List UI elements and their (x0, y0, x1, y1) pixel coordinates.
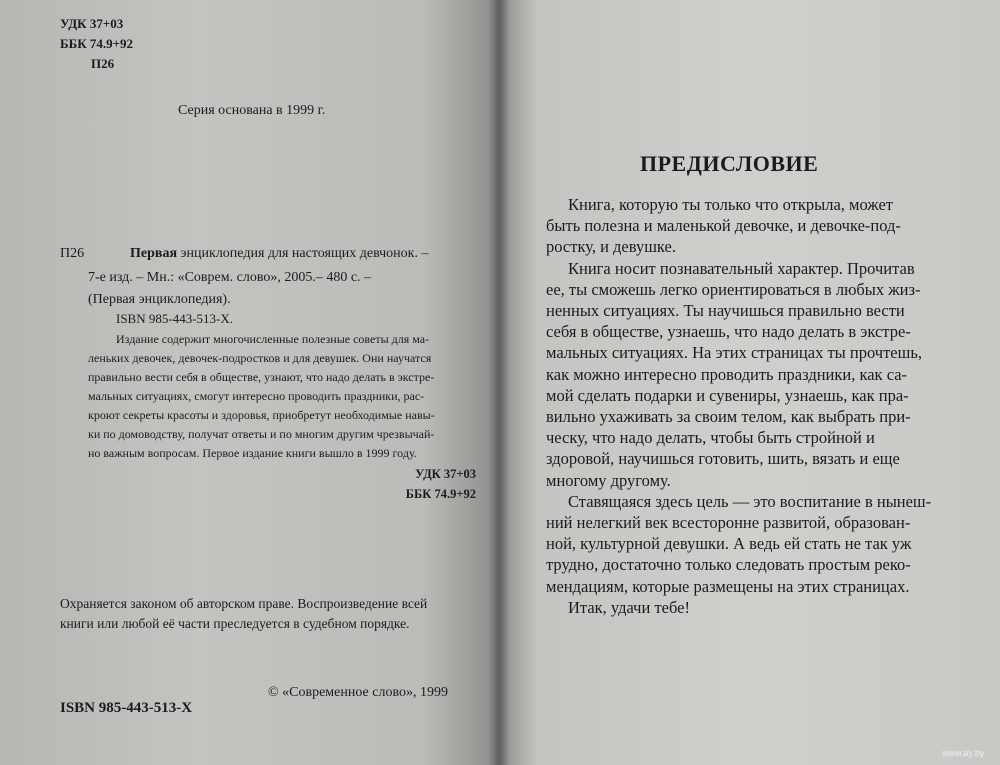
preface-line: трудно, достаточно только следовать простым реко- (546, 555, 911, 575)
preface-line: Итак, удачи тебе! (568, 597, 690, 617)
abstract-udk: УДК 37+03 (415, 467, 476, 481)
abstract-line: правильно вести себя в обществе, узнают, что надо делать в экстре- (88, 370, 435, 384)
catalog-title-bold: Первая (130, 246, 178, 261)
series-note: Серия основана в 1999 г. (178, 103, 326, 118)
copyright-notice (60, 594, 490, 634)
bbk-code: ББК 74.9+92 (60, 36, 134, 51)
preface-line: мой сделать подарки и сувениры, узнаешь, как пра- (546, 385, 909, 405)
abstract-line: но важным вопросам. Первое издание книги вышло в 1999 году. (88, 446, 417, 460)
preface-line: ненных ситуациях. Ты научишься правильно вести (546, 301, 905, 321)
preface-line: ной, культурной девушки. А ведь ей стать не так уж (546, 534, 912, 554)
author-sign: П26 (91, 56, 115, 71)
udk-code: УДК 37+03 (60, 16, 124, 31)
catalog-title-line (130, 246, 428, 262)
abstract-codes (370, 464, 476, 504)
catalog-isbn: ISBN 985-443-513-X. (116, 311, 233, 326)
preface-line: быть полезна и маленькой девочке, и девочке-под- (546, 216, 901, 236)
book-gutter (488, 0, 510, 765)
preface-line: мендациям, которые размещены на этих страницах. (546, 576, 910, 596)
preface-line: ческу, что надо делать, чтобы быть стройной и (546, 428, 875, 448)
abstract-line: кроют секреты красоты и здоровья, приобретут необходимые навы- (88, 408, 435, 422)
catalog-series-line: (Первая энциклопедия). (88, 292, 231, 307)
publisher-copyright: © «Современное слово», 1999 (268, 685, 448, 700)
preface-line: себя в обществе, узнаешь, что надо делать в экстре- (546, 322, 911, 342)
book-abstract (88, 330, 486, 463)
preface-line: ростку, и девушке. (546, 237, 676, 257)
copyright-line: Охраняется законом об авторском праве. Воспроизведение всей (60, 596, 428, 611)
classification-codes (60, 14, 133, 74)
catalog-code: П26 (60, 246, 85, 261)
abstract-bbk: ББК 74.9+92 (405, 487, 476, 501)
abstract-line: леньких девочек, девочек-подростков и для девушек. Они научатся (88, 351, 432, 365)
preface-line: Ставящаяся здесь цель — это воспитание в нынеш- (568, 491, 932, 511)
catalog-title-rest: энциклопедия для настоящих девчонок. – (177, 246, 429, 261)
preface-line: мальных ситуациях. На этих страницах ты прочтешь, (546, 343, 922, 363)
watermark: www.ay.by (942, 748, 985, 758)
copyright-line: книги или любой её части преследуется в судебном порядке. (60, 616, 410, 631)
preface-line: вильно ухаживать за своим телом, как выбрать при- (546, 407, 911, 427)
preface-line: здоровой, научишься готовить, шить, вязать и еще (546, 449, 900, 469)
abstract-line: Издание содержит многочисленные полезные советы для ма- (116, 332, 430, 346)
catalog-edition-line: 7-е изд. – Мн.: «Соврем. слово», 2005.– 480 с. – (88, 270, 372, 285)
preface-title: ПРЕДИСЛОВИЕ (640, 151, 819, 176)
preface-line: Книга носит познавательный характер. Прочитав (568, 258, 915, 278)
preface-line: ний нелегкий век всесторонне развитой, образован- (546, 513, 911, 533)
preface-line: Книга, которую ты только что открыла, может (568, 195, 894, 214)
preface-line: ее, ты сможешь легко ориентироваться в любых жиз- (546, 279, 921, 299)
isbn-bottom: ISBN 985-443-513-X (60, 700, 193, 716)
preface-body (546, 194, 992, 618)
preface-line: как можно интересно проводить праздники, как са- (546, 364, 908, 384)
abstract-line: мальных ситуациях, смогут интересно проводить праздники, рас- (88, 389, 425, 403)
abstract-line: ки по домоводству, получат ответы и по многим другим чрезвычай- (88, 427, 435, 441)
preface-line: многому другому. (546, 470, 671, 490)
